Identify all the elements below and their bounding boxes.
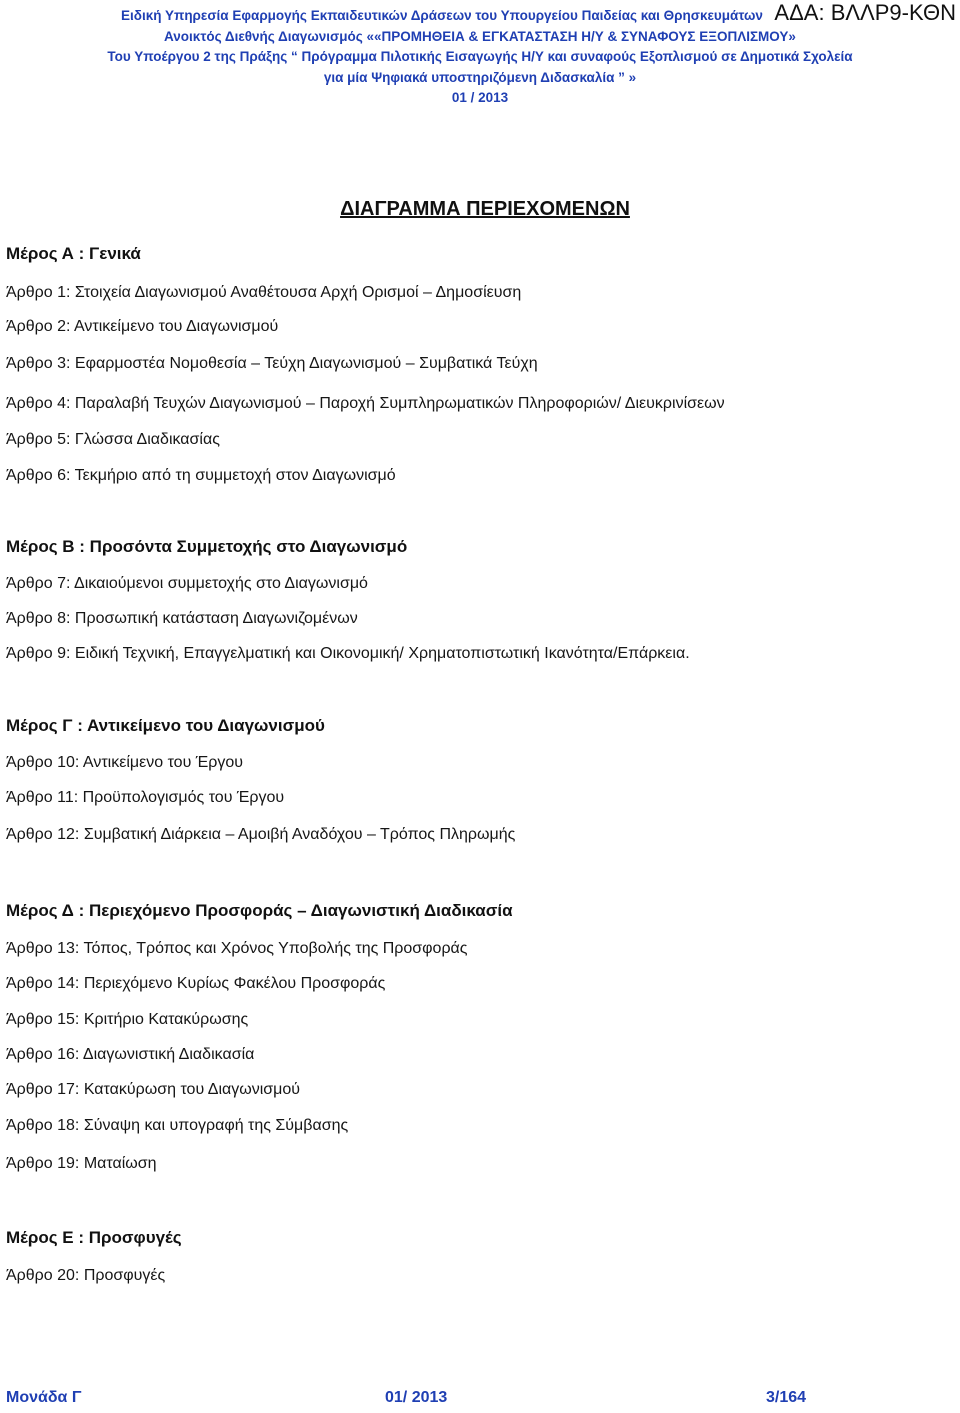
document-header	[0, 0, 960, 109]
toc-article: Άρθρο 11: Προϋπολογισμός του Έργου	[6, 789, 285, 806]
ada-stamp: ΑΔΑ: ΒΛΛΡ9-ΚΘΝ	[774, 0, 956, 25]
footer-number: 01/ 2013	[385, 1389, 448, 1406]
part-heading: Μέρος Γ : Αντικείμενο του Διαγωνισμού	[6, 716, 325, 735]
header-organization: Ειδική Υπηρεσία Εφαρμογής Εκπαιδευτικών Δράσεων του Υπουργείου Παιδείας και Θρησκευμάτων	[121, 8, 763, 23]
toc-article: Άρθρο 16: Διαγωνιστική Διαδικασία	[6, 1046, 255, 1063]
page-number: 3/164	[766, 1389, 807, 1406]
part-heading: Μέρος Ε : Προσφυγές	[6, 1228, 182, 1247]
toc-article: Άρθρο 19: Ματαίωση	[6, 1155, 157, 1172]
toc-article: Άρθρο 9: Ειδική Τεχνική, Επαγγελματική και Οικονομική/ Χρηματοπιστωτική Ικανότητα/Επάρκεια.	[6, 645, 690, 662]
toc-article: Άρθρο 12: Συμβατική Διάρκεια – Αμοιβή Αναδόχου – Τρόπος Πληρωμής	[6, 826, 516, 843]
toc-article: Άρθρο 7: Δικαιούμενοι συμμετοχής στο Διαγωνισμό	[6, 575, 368, 592]
part-heading: Μέρος Β : Προσόντα Συμμετοχής στο Διαγωνισμό	[6, 537, 408, 556]
toc-article: Άρθρο 17: Κατακύρωση του Διαγωνισμού	[6, 1081, 301, 1098]
header-subproject: Του Υποέργου 2 της Πράξης “ Πρόγραμμα Πιλοτικής Εισαγωγής Η/Υ και συναφούς Εξοπλισμού σε Δημοτικά Σχολεία	[107, 49, 853, 64]
toc-article: Άρθρο 1: Στοιχεία Διαγωνισμού Αναθέτουσα Αρχή Ορισμοί – Δημοσίευση	[6, 284, 522, 301]
header-number: 01 / 2013	[451, 90, 509, 105]
toc-article: Άρθρο 4: Παραλαβή Τευχών Διαγωνισμού – Παροχή Συμπληρωματικών Πληροφοριών/ Διευκρινίσεων	[6, 395, 725, 412]
toc-article: Άρθρο 3: Εφαρμοστέα Νομοθεσία – Τεύχη Διαγωνισμού – Συμβατικά Τεύχη	[6, 355, 538, 372]
toc-article: Άρθρο 2: Αντικείμενο του Διαγωνισμού	[6, 318, 279, 335]
toc-article: Άρθρο 8: Προσωπική κατάσταση Διαγωνιζομένων	[6, 610, 358, 627]
toc-article: Άρθρο 18: Σύναψη και υπογραφή της Σύμβασης	[6, 1117, 349, 1134]
toc-article: Άρθρο 14: Περιεχόμενο Κυρίως Φακέλου Προσφοράς	[6, 975, 386, 992]
footer-unit: Μονάδα Γ	[6, 1389, 82, 1406]
part-heading: Μέρος Δ : Περιεχόμενο Προσφοράς – Διαγωνιστική Διαδικασία	[6, 901, 513, 920]
page-title: ΔΙΑΓΡΑΜΜΑ ΠΕΡΙΕΧΟΜΕΝΩΝ	[340, 198, 630, 220]
toc-article: Άρθρο 20: Προσφυγές	[6, 1267, 166, 1284]
toc-article: Άρθρο 10: Αντικείμενο του Έργου	[6, 754, 244, 771]
toc-article: Άρθρο 15: Κριτήριο Κατακύρωσης	[6, 1011, 249, 1028]
toc-article: Άρθρο 13: Τόπος, Τρόπος και Χρόνος Υποβολής της Προσφοράς	[6, 940, 468, 957]
header-tender-title: Ανοικτός Διεθνής Διαγωνισμός ««ΠΡΟΜΗΘΕΙΑ & ΕΓΚΑΤΑΣΤΑΣΗ Η/Υ & ΣΥΝΑΦΟΥΣ ΕΞΟΠΛΙΣΜΟΥ»	[164, 28, 796, 44]
toc-article: Άρθρο 6: Τεκμήριο από τη συμμετοχή στον Διαγωνισμό	[6, 467, 396, 484]
header-subproject-cont: για μία Ψηφιακά υποστηριζόμενη Διδασκαλία ” »	[323, 69, 637, 85]
toc-article: Άρθρο 5: Γλώσσα Διαδικασίας	[6, 431, 220, 448]
part-heading: Μέρος Α : Γενικά	[6, 244, 141, 263]
